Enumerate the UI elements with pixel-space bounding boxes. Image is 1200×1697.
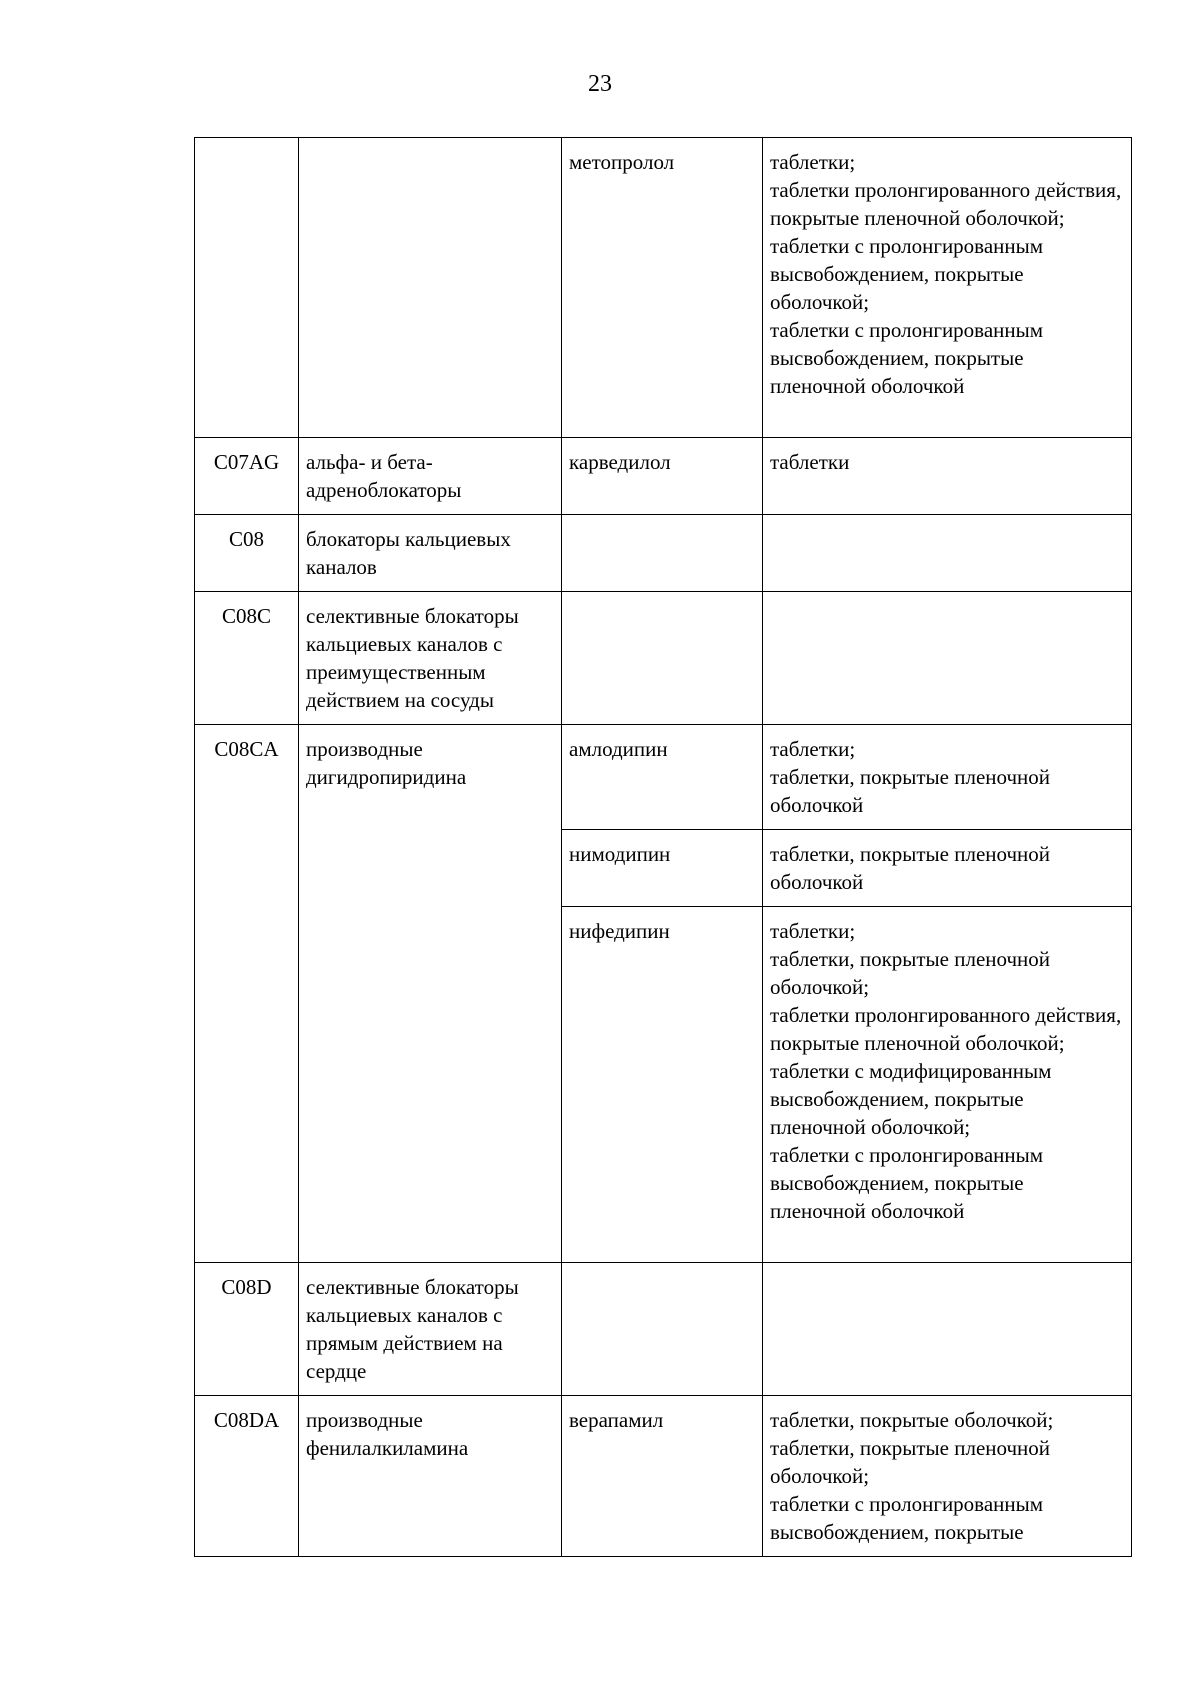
- drug-cell: метопролол: [562, 138, 763, 438]
- group-cell: альфа- и бета- адреноблокаторы: [299, 438, 562, 515]
- drug-cell: амлодипин: [562, 725, 763, 830]
- drug-cell: [562, 592, 763, 725]
- atc-code-cell: C08DA: [195, 1396, 299, 1557]
- group-cell: производные фенилалкиламина: [299, 1396, 562, 1557]
- drug-cell: нифедипин: [562, 907, 763, 1263]
- atc-code-cell: C08D: [195, 1263, 299, 1396]
- drug-cell: верапамил: [562, 1396, 763, 1557]
- dosage-form-cell: таблетки; таблетки пролонгированного действия, покрытые пленочной оболочкой; таблетки с пролонгированным высвобождением, покрытые оболочкой; таблетки с пролонгированным высвобождением, покрытые пленочной оболочкой: [763, 138, 1132, 438]
- drug-cell: [562, 1263, 763, 1396]
- dosage-form-cell: таблетки, покрытые оболочкой; таблетки, покрытые пленочной оболочкой; таблетки с пролонгированным высвобождением, покрытые: [763, 1396, 1132, 1557]
- dosage-form-cell: [763, 592, 1132, 725]
- table-row: [195, 592, 1132, 725]
- group-cell: [299, 138, 562, 438]
- medication-table: [194, 137, 1132, 1557]
- dosage-form-cell: [763, 515, 1132, 592]
- group-cell: производные дигидропиридина: [299, 725, 562, 1263]
- atc-code-cell: C07AG: [195, 438, 299, 515]
- table-row: [195, 138, 1132, 438]
- table-row: [195, 438, 1132, 515]
- dosage-form-cell: таблетки: [763, 438, 1132, 515]
- atc-code-cell: [195, 138, 299, 438]
- atc-code-cell: C08CA: [195, 725, 299, 1263]
- table-row: [195, 1263, 1132, 1396]
- drug-cell: нимодипин: [562, 830, 763, 907]
- drug-cell: карведилол: [562, 438, 763, 515]
- page-number: 23: [588, 71, 612, 97]
- dosage-form-cell: [763, 1263, 1132, 1396]
- group-cell: селективные блокаторы кальциевых каналов с преимущественным действием на сосуды: [299, 592, 562, 725]
- table-row: [195, 1396, 1132, 1557]
- dosage-form-cell: таблетки; таблетки, покрытые пленочной оболочкой; таблетки пролонгированного действия, покрытые пленочной оболочкой; таблетки с модифицированным высвобождением, покрытые пленочной оболочкой; таблетки с пролонгированным высвобождением, покрытые пленочной оболочкой: [763, 907, 1132, 1263]
- drug-cell: [562, 515, 763, 592]
- dosage-form-cell: таблетки; таблетки, покрытые пленочной оболочкой: [763, 725, 1132, 830]
- table-row: [195, 725, 1132, 830]
- table-row: [195, 515, 1132, 592]
- atc-code-cell: C08C: [195, 592, 299, 725]
- group-cell: блокаторы кальциевых каналов: [299, 515, 562, 592]
- dosage-form-cell: таблетки, покрытые пленочной оболочкой: [763, 830, 1132, 907]
- atc-code-cell: C08: [195, 515, 299, 592]
- group-cell: селективные блокаторы кальциевых каналов с прямым действием на сердце: [299, 1263, 562, 1396]
